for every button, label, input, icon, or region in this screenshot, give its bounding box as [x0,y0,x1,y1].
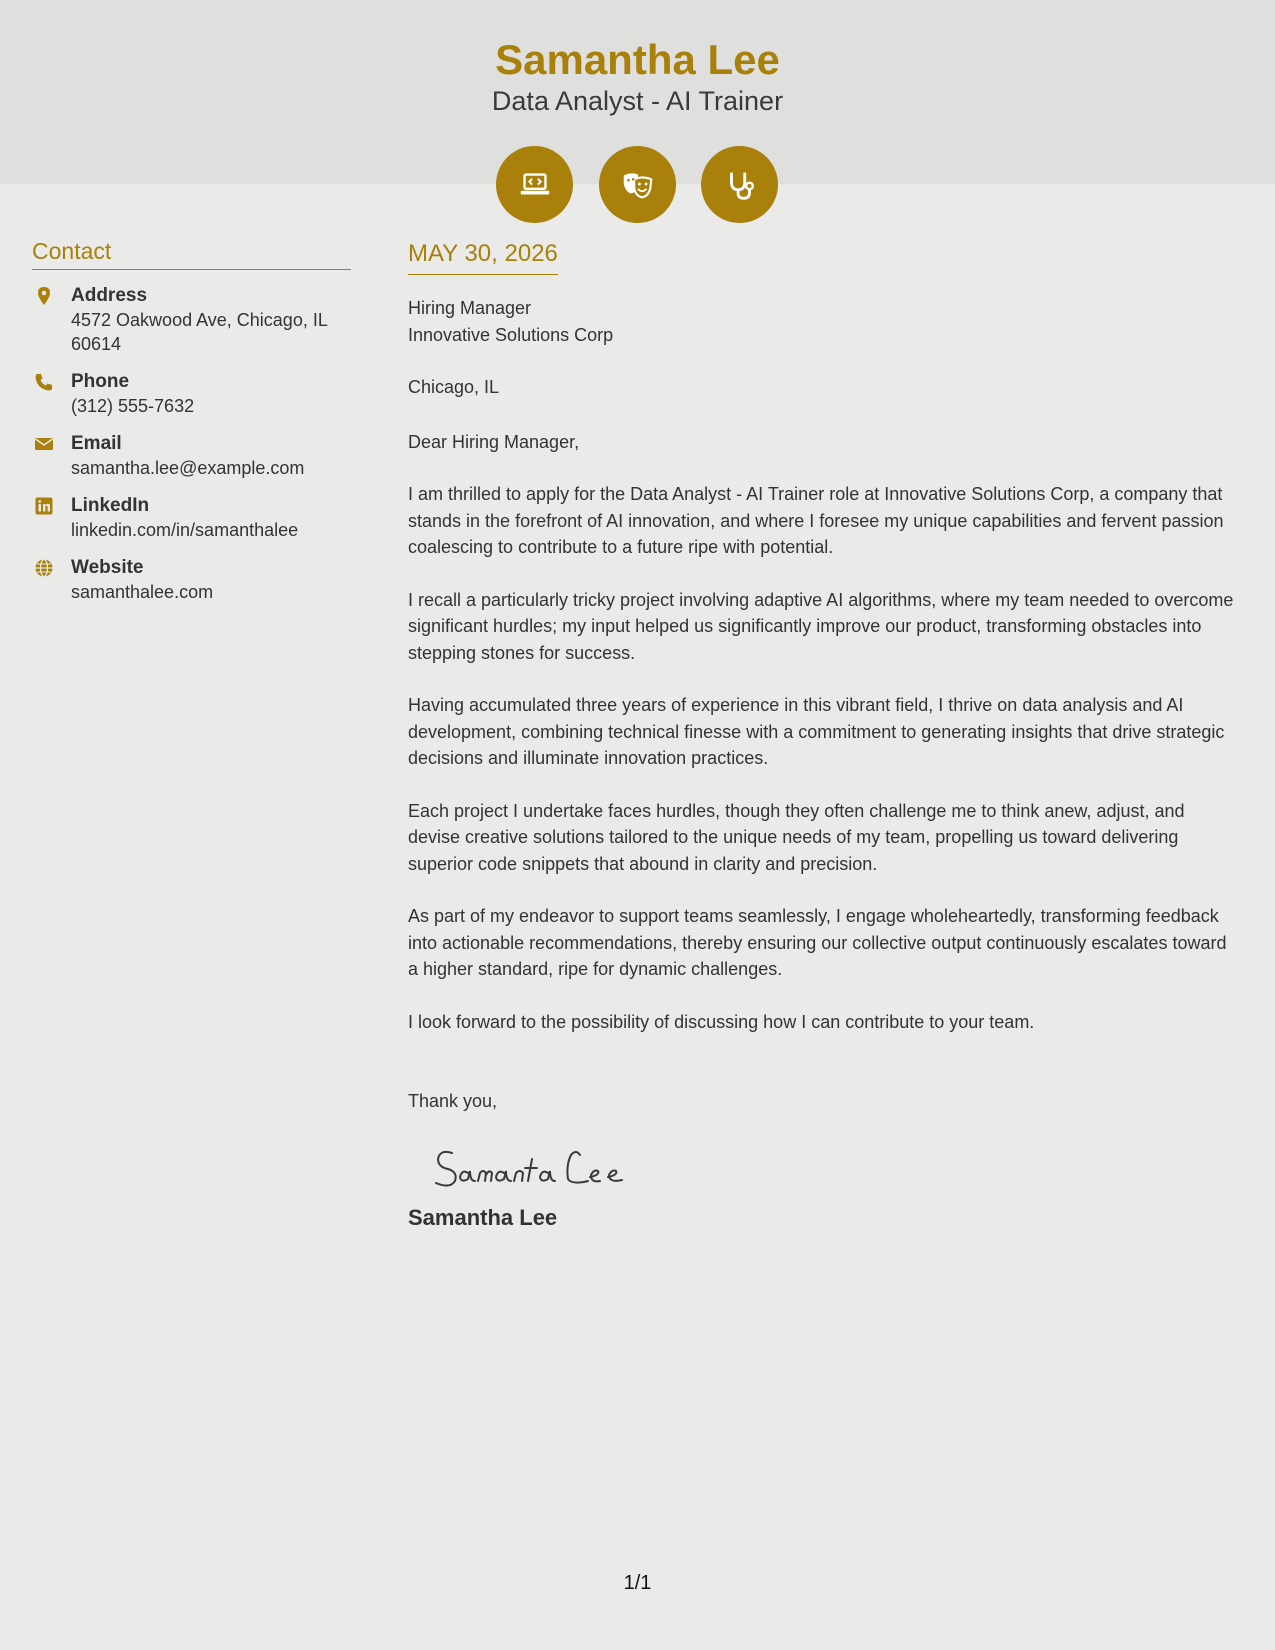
page-number: 1/1 [623,1572,652,1594]
body-paragraph: I recall a particularly tricky project involving adaptive AI algorithms, where my team needed to overcome significant hurdles; my input helped us significantly improve our product, transforming obstacles into stepping stones for success. [408,589,1234,663]
contact-value[interactable]: samanthalee.com [71,582,214,602]
contact-sidebar [32,238,351,604]
contact-address [32,284,351,356]
icon-row [0,146,1275,223]
phone-icon [34,372,54,392]
body-paragraph: Having accumulated three years of experience in this vibrant field, I thrive on data analysis and AI development, combining technical finesse with a commitment to generating insights that drive strategic decisions and illuminate innovation practices. [408,695,1225,768]
theater-masks-icon [599,146,676,223]
laptop-code-icon [496,146,573,223]
contact-value[interactable]: (312) 555-7632 [71,396,195,416]
recipient-location: Chicago, IL [408,377,500,397]
closing: Thank you, [408,1091,498,1111]
body-paragraph: As part of my endeavor to support teams seamlessly, I engage wholeheartedly, transforming feedback into actionable recommendations, thereby ensuring our collective output continuously escalates toward a higher standard, ripe for dynamic challenges. [408,906,1227,979]
stethoscope-icon [701,146,778,223]
contact-label: Address [71,285,148,306]
contact-label: Phone [71,371,130,392]
globe-icon [34,558,54,578]
greeting: Dear Hiring Manager, [408,431,580,452]
linkedin-icon [34,496,54,516]
contact-label: LinkedIn [71,495,150,516]
contact-value[interactable]: linkedin.com/in/samanthalee [71,520,299,540]
contact-linkedin [32,494,351,542]
envelope-icon [34,434,54,454]
contact-value: 4572 Oakwood Ave, Chicago, IL 60614 [71,310,328,354]
map-pin-icon [34,286,54,306]
cover-letter [408,240,1238,1231]
letter-date: MAY 30, 2026 [408,240,558,275]
contact-email [32,432,351,480]
body-paragraph: I am thrilled to apply for the Data Analyst - AI Trainer role at Innovative Solutions Corp, a company that stands in the forefront of AI innovation, and where I foresee my unique capabilities and fervent passion coalescing to contribute to a future ripe with potential. [408,484,1224,557]
contact-label: Website [71,557,144,578]
job-title: Data Analyst - AI Trainer [491,86,784,116]
contact-website [32,556,351,604]
contact-value[interactable]: samantha.lee@example.com [71,458,305,478]
recipient-line: Hiring Manager [408,298,532,318]
contact-label: Email [71,433,122,454]
applicant-name: Samantha Lee [495,36,780,83]
contact-phone [32,370,351,418]
handwritten-signature [428,1135,1238,1195]
recipient-company: Innovative Solutions Corp [408,324,614,345]
signed-name: Samantha Lee [408,1204,558,1230]
contact-heading: Contact [32,238,351,270]
body-paragraph: Each project I undertake faces hurdles, though they often challenge me to think anew, adjust, and devise creative solutions tailored to the unique needs of my team, propelling us toward delivering superior code snippets that abound in clarity and precision. [408,800,1185,874]
body-paragraph: I look forward to the possibility of discussing how I can contribute to your team. [408,1011,1035,1032]
